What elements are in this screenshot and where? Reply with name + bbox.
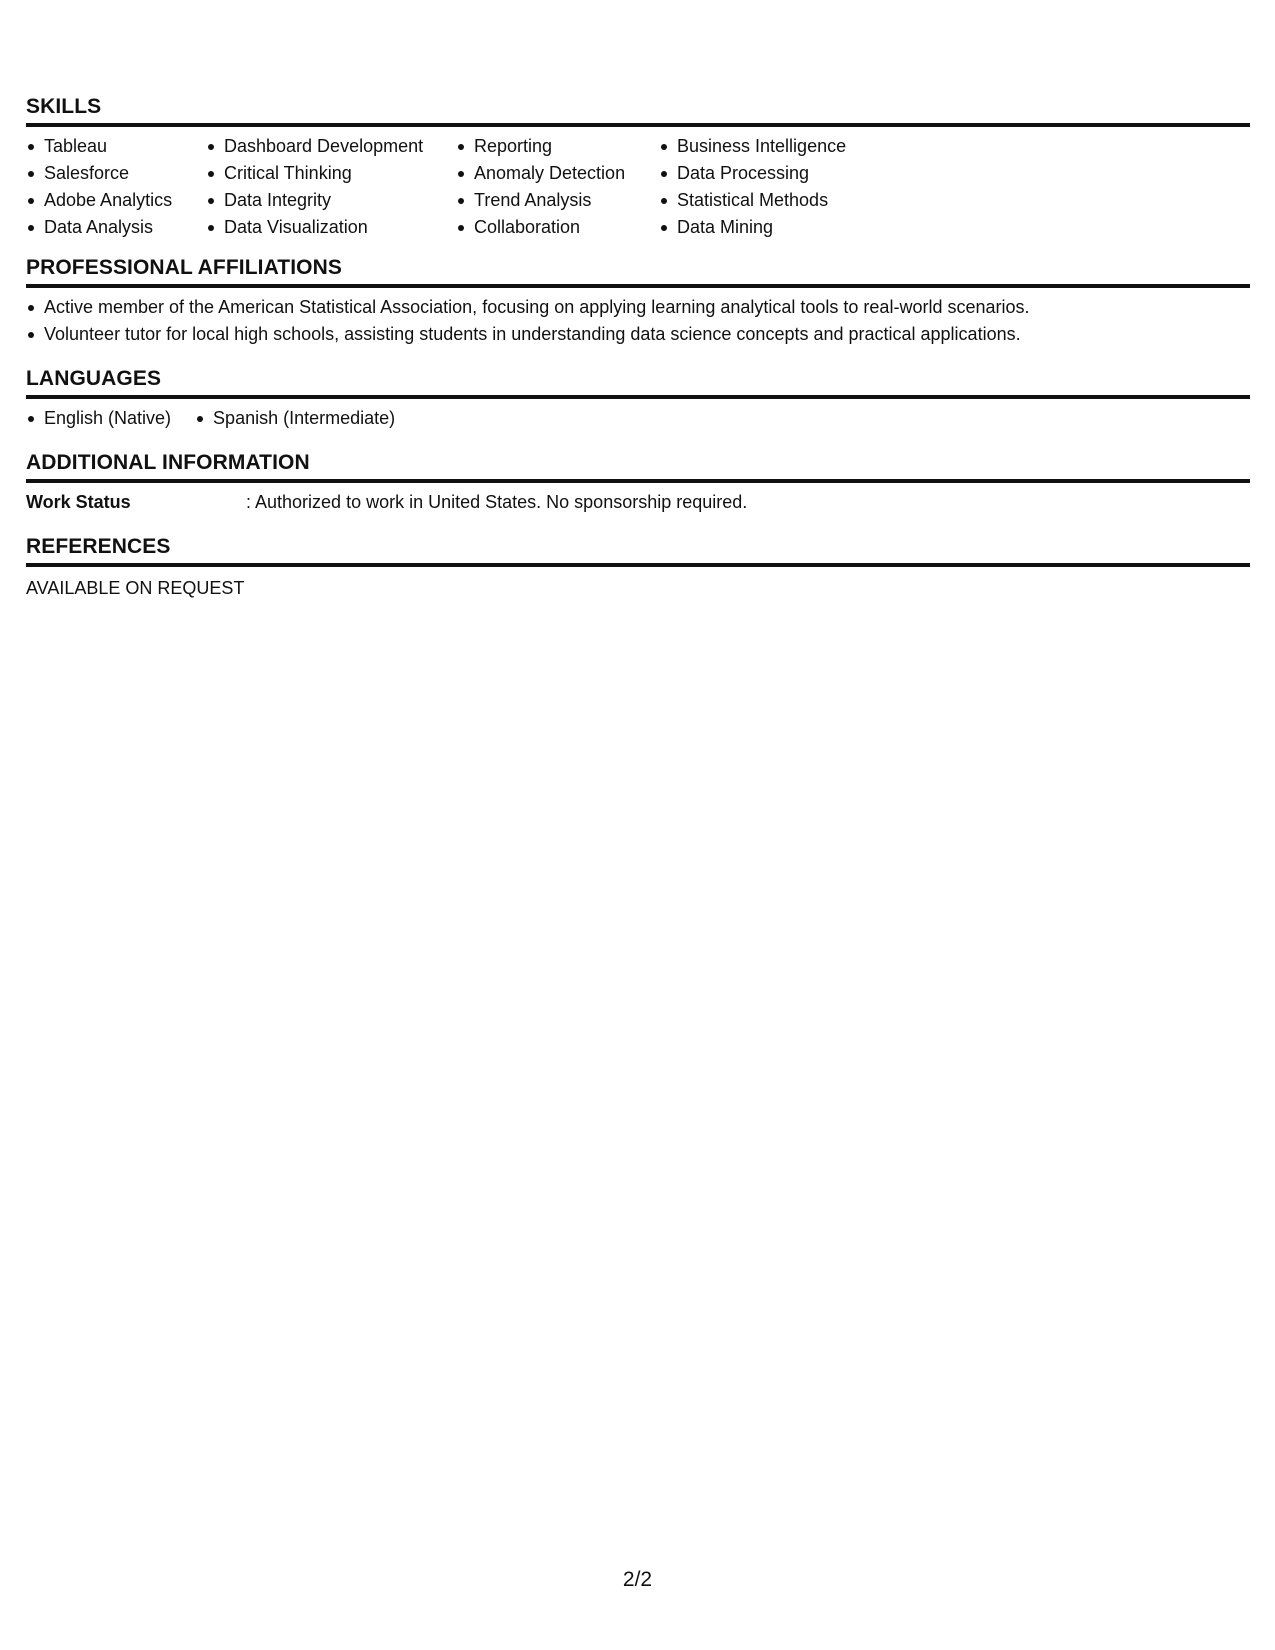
skills-column-3 <box>456 133 659 241</box>
affiliations-heading: PROFESSIONAL AFFILIATIONS <box>26 255 1250 288</box>
skills-column-1 <box>26 133 206 241</box>
skill-item: Data Analysis <box>26 214 206 241</box>
skill-item: Data Processing <box>659 160 919 187</box>
languages-list <box>26 405 1250 432</box>
skills-column-2 <box>206 133 456 241</box>
skills-grid <box>26 133 1250 241</box>
affiliations-section <box>26 255 1250 348</box>
skills-section <box>26 94 1250 241</box>
additional-info-section <box>26 450 1250 516</box>
skill-item: Data Mining <box>659 214 919 241</box>
references-text: AVAILABLE ON REQUEST <box>26 578 245 598</box>
page-number: 2/2 <box>622 1568 653 1591</box>
skill-item: Tableau <box>26 133 206 160</box>
skill-item: Data Visualization <box>206 214 456 241</box>
skill-item: Salesforce <box>26 160 206 187</box>
skill-item: Collaboration <box>456 214 659 241</box>
languages-section <box>26 366 1250 432</box>
skill-item: Statistical Methods <box>659 187 919 214</box>
skill-item: Adobe Analytics <box>26 187 206 214</box>
additional-info-heading: ADDITIONAL INFORMATION <box>26 450 1250 483</box>
skill-item: Reporting <box>456 133 659 160</box>
languages-heading: LANGUAGES <box>26 366 1250 399</box>
work-status-label: Work Status <box>26 492 131 512</box>
work-status-value: : Authorized to work in United States. No sponsorship required. <box>246 492 748 512</box>
skills-column-4 <box>659 133 919 241</box>
skill-item: Business Intelligence <box>659 133 919 160</box>
affiliation-item: Volunteer tutor for local high schools, assisting students in understanding data science concepts and practical applications. <box>26 321 1250 348</box>
language-item: English (Native) <box>26 405 171 432</box>
skill-item: Critical Thinking <box>206 160 456 187</box>
skill-item: Trend Analysis <box>456 187 659 214</box>
references-section <box>26 534 1250 602</box>
affiliation-item: Active member of the American Statistical Association, focusing on applying learning analytical tools to real-world scenarios. <box>26 294 1250 321</box>
skills-heading: SKILLS <box>26 94 1250 127</box>
skill-item: Dashboard Development <box>206 133 456 160</box>
language-item: Spanish (Intermediate) <box>195 405 395 432</box>
skill-item: Data Integrity <box>206 187 456 214</box>
skill-item: Anomaly Detection <box>456 160 659 187</box>
affiliations-list <box>26 294 1250 348</box>
work-status-row <box>26 489 1250 516</box>
resume-page <box>26 94 1250 602</box>
references-heading: REFERENCES <box>26 534 1250 567</box>
